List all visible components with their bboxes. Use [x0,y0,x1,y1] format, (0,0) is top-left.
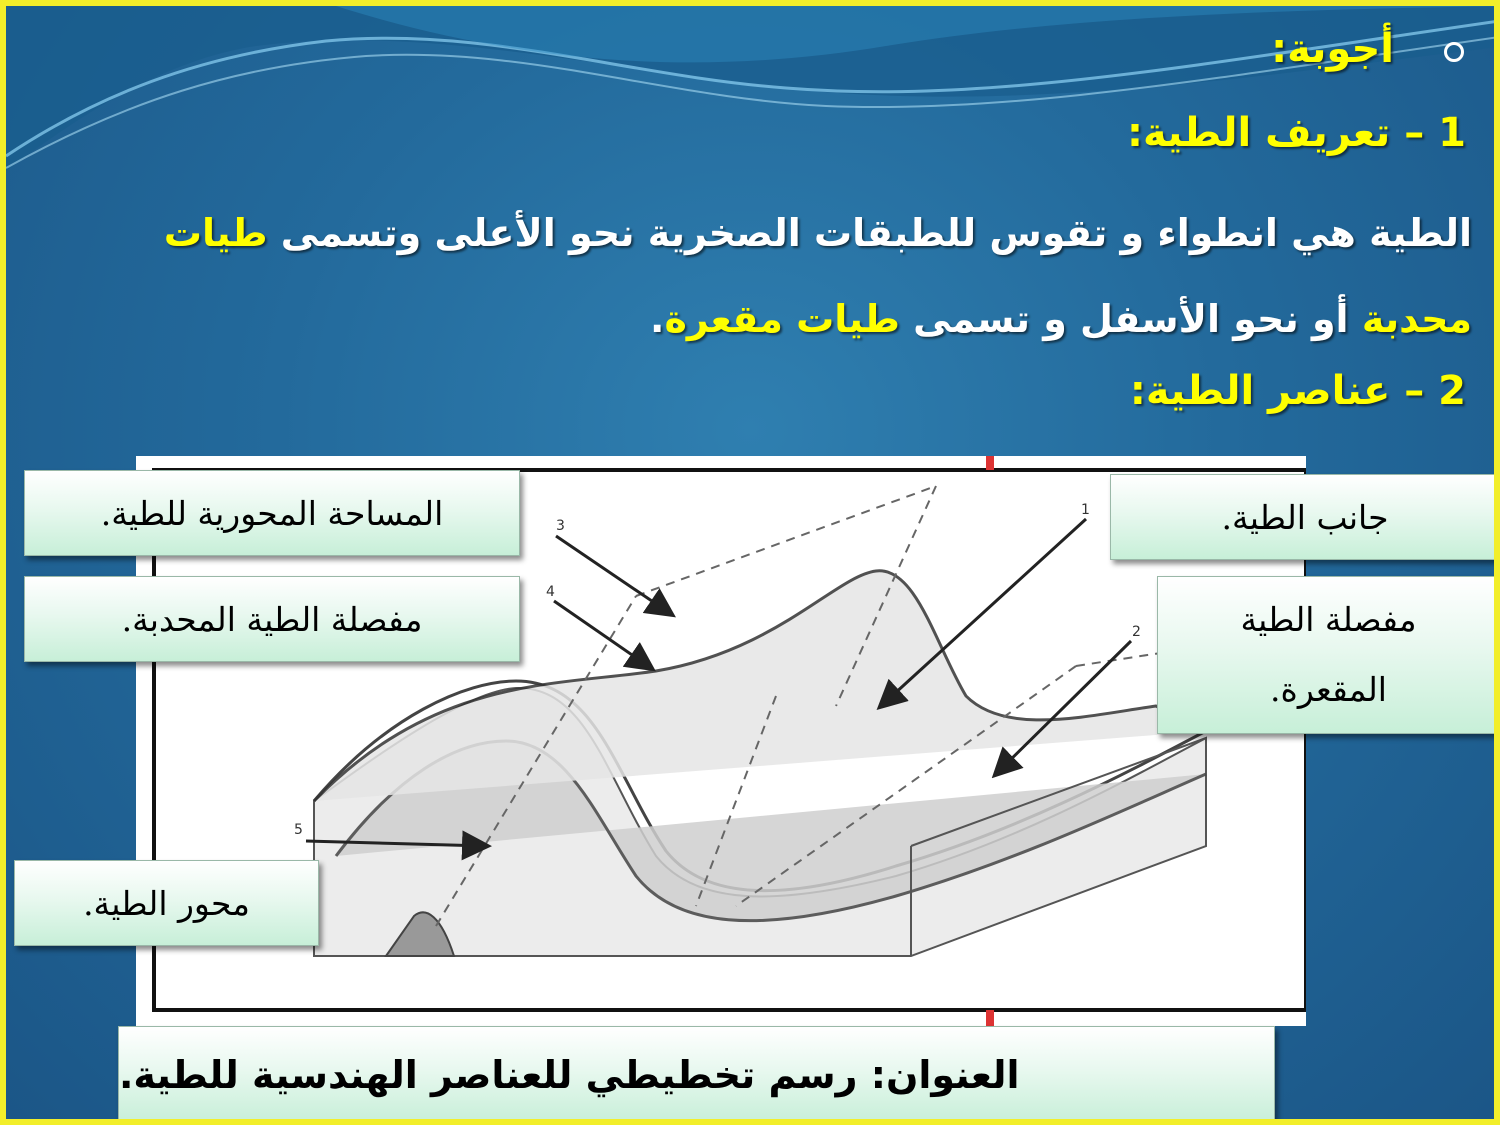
syncline-hinge-line-2: المقعرة. [1270,670,1387,709]
frame-marker-bottom [986,1010,994,1026]
label-axial-area: المساحة المحورية للطية. [24,470,520,556]
marker-number-3: 3 [556,518,565,534]
label-fold-side: جانب الطية. [1110,474,1500,560]
section1-heading: 1 – تعريف الطية: [1126,110,1466,156]
diagram-caption: العنوان: رسم تخطيطي للعناصر الهندسية للطية. [118,1026,1275,1124]
marker-number-5: 5 [294,822,303,838]
answers-heading: أجوبة: [1271,26,1394,72]
hollow-circle-bullet-icon [1444,42,1464,62]
marker-number-1: 1 [1081,502,1090,518]
label-syncline-hinge [1157,576,1500,734]
anticline-term: طيات محدبة [163,211,1472,341]
marker-number-4: 4 [546,584,555,600]
definition-text-2: أو نحو الأسفل و تسمى [899,297,1362,341]
label-anticline-hinge: مفصلة الطية المحدبة. [24,576,520,662]
arrow-4 [554,601,651,668]
fold-definition [112,190,1472,362]
frame-marker-top [986,456,994,470]
definition-text-1: الطية هي انطواء و تقوس للطبقات الصخرية نحو الأعلى وتسمى [267,211,1472,255]
definition-text-3: . [650,297,665,341]
section2-heading: 2 – عناصر الطية: [1129,368,1466,414]
syncline-term: طيات مقعرة [664,297,900,341]
label-fold-axis: محور الطية. [14,860,319,946]
arrow-3 [556,536,671,614]
syncline-hinge-line-1: مفصلة الطية [1240,600,1417,639]
marker-number-2: 2 [1132,624,1141,640]
